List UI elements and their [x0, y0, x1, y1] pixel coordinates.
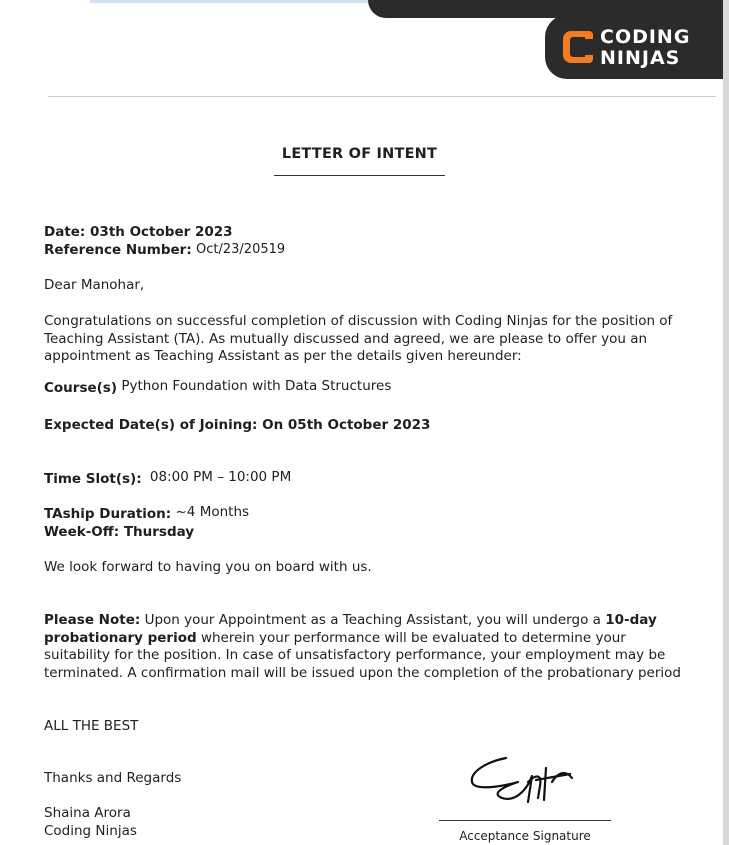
course-line	[44, 380, 391, 396]
signer-name: Shaina Arora	[44, 805, 131, 821]
reference-value: Oct/23/20519	[196, 242, 286, 257]
page-title: LETTER OF INTENT	[281, 146, 438, 162]
course-label: Course(s)	[44, 380, 118, 396]
date-label: Date:	[44, 224, 86, 240]
note-label: Please Note:	[44, 612, 141, 628]
time-slot-label: Time Slot(s):	[44, 471, 142, 487]
joining-label: Expected Date(s) of Joining:	[44, 417, 258, 433]
handwritten-signature	[466, 752, 578, 810]
all-the-best: ALL THE BEST	[44, 718, 139, 734]
note-bold: 10-day probationary period	[44, 612, 657, 646]
weekoff-label: Week-Off:	[44, 524, 120, 540]
look-forward-text: We look forward to having you on board with us.	[44, 559, 372, 575]
reference-label: Reference Number:	[44, 242, 192, 258]
joining-line	[44, 417, 430, 433]
time-slot-value: 08:00 PM – 10:00 PM	[149, 469, 292, 485]
time-slot-line	[44, 471, 291, 487]
date-line	[44, 224, 233, 240]
note-text-1: Upon your Appointment as a Teaching Assistant, you will undergo a	[144, 612, 601, 628]
thanks-line: Thanks and Regards	[44, 770, 182, 786]
salutation: Dear Manohar,	[44, 277, 145, 293]
joining-value: On 05th October 2023	[262, 417, 431, 433]
title-underline	[274, 175, 445, 176]
note-text-2: wherein your performance will be evaluated to determine your suitability for the position. In case of unsatisfactory performance, your employment may be terminated. A confirmation mail will be issued upon the completion of the probationary period	[44, 629, 681, 681]
signer-company: Coding Ninjas	[44, 823, 137, 839]
weekoff-line	[44, 524, 194, 540]
coding-ninjas-logo	[545, 15, 729, 79]
page-edge	[723, 0, 729, 845]
intro-paragraph: Congratulations on successful completion of discussion with Coding Ninjas for the position of Teaching Assistant (TA). As mutually discussed and agreed, we are please to offer you an appointment as Teaching Assistant as per the details given hereunder:	[44, 313, 673, 364]
acceptance-signature-label: Acceptance Signature	[459, 829, 591, 843]
logo-line-1: CODING	[600, 26, 691, 48]
note-paragraph	[44, 612, 684, 682]
logo-line-2: NINJAS	[600, 47, 681, 69]
duration-value: ~4 Months	[175, 504, 250, 520]
duration-label: TAship Duration:	[44, 506, 172, 522]
duration-line	[44, 506, 249, 522]
course-value: Python Foundation with Data Structures	[121, 378, 392, 394]
weekoff-value: Thursday	[123, 524, 195, 540]
date-value: 03th October 2023	[90, 224, 233, 240]
reference-line	[44, 242, 285, 258]
header-divider	[48, 96, 716, 97]
signature-line	[439, 820, 611, 821]
ninja-logo-icon	[561, 29, 595, 65]
